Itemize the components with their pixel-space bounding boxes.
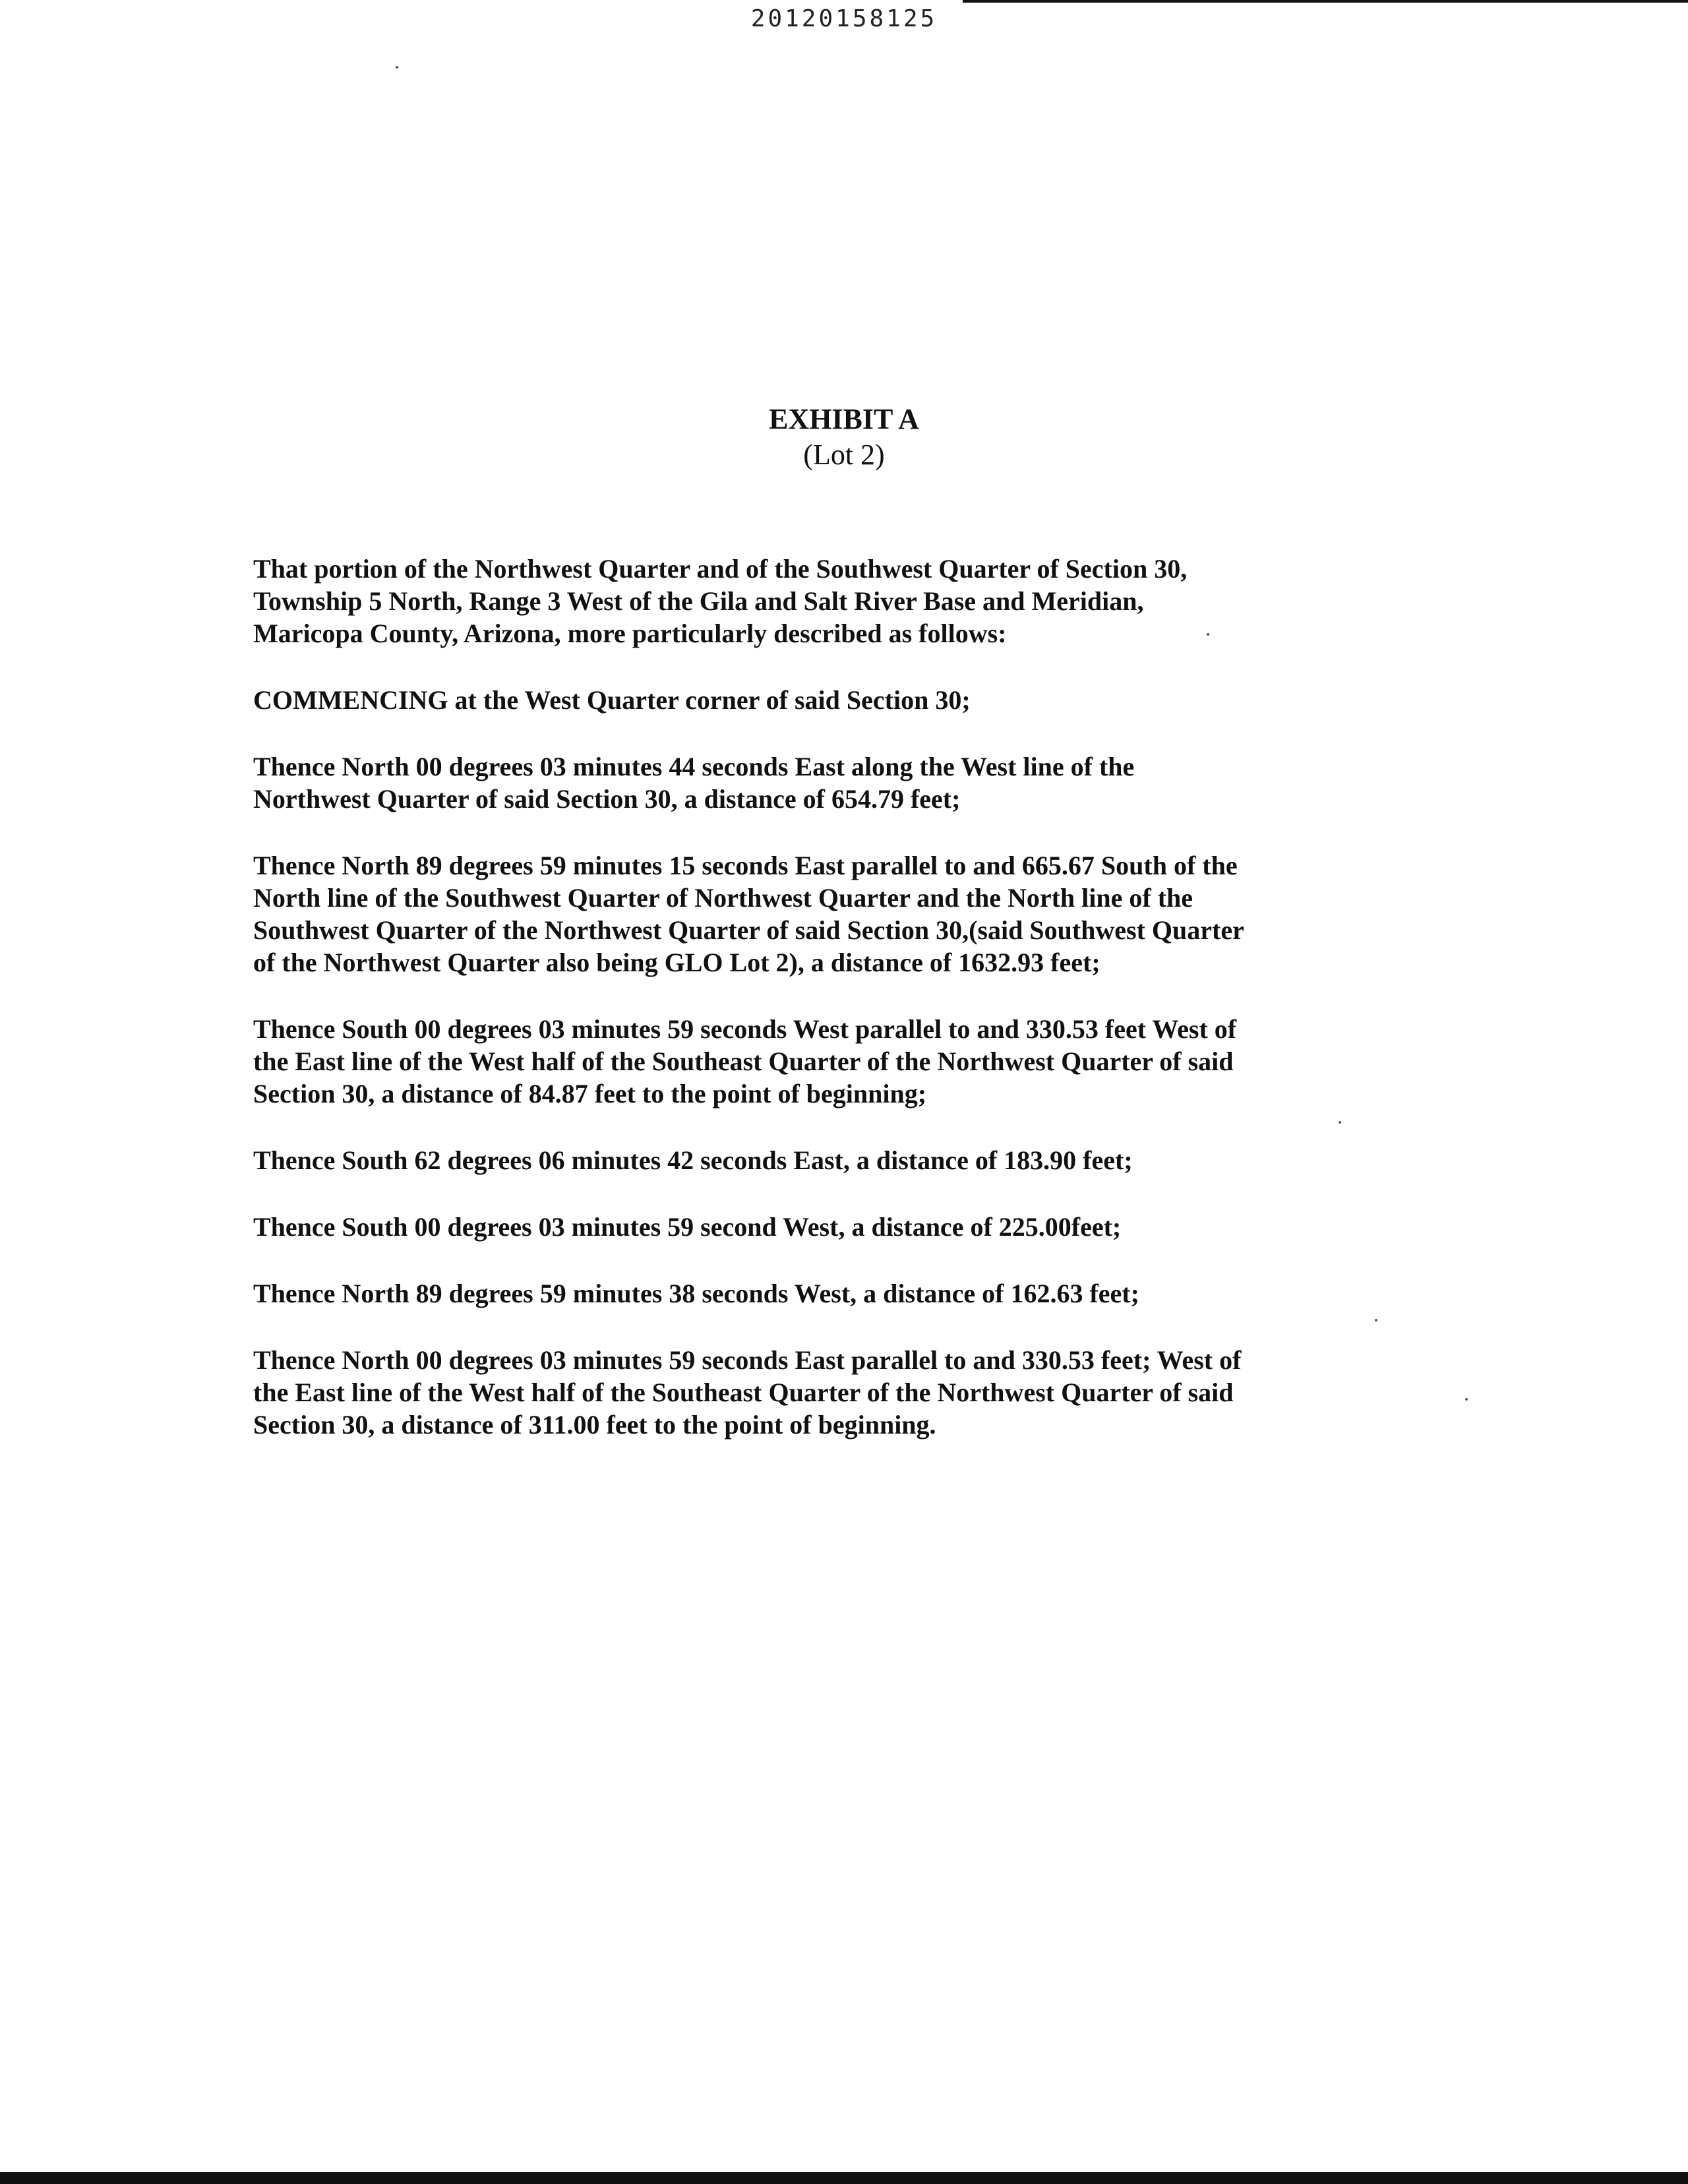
text-line: That portion of the Northwest Quarter and of the Southwest Quarter of Section 30, bbox=[253, 554, 1188, 584]
text-line: Section 30, a distance of 84.87 feet to the point of beginning; bbox=[253, 1079, 927, 1108]
legal-description bbox=[253, 553, 1466, 1475]
paragraph-commencing bbox=[253, 684, 1466, 716]
text-line: Thence North 89 degrees 59 minutes 15 seconds East parallel to and 665.67 South of the bbox=[253, 851, 1238, 880]
exhibit-subtitle: (Lot 2) bbox=[803, 439, 885, 471]
exhibit-title: EXHIBIT A bbox=[769, 403, 919, 435]
text-line: Thence North 89 degrees 59 minutes 38 seconds West, a distance of 162.63 feet; bbox=[253, 1279, 1139, 1308]
text-line: Southwest Quarter of the Northwest Quarter of said Section 30,(said Southwest Quarter bbox=[253, 915, 1244, 945]
paragraph-course-3 bbox=[253, 1013, 1466, 1110]
scan-speck bbox=[1339, 1121, 1341, 1124]
bottom-border-line bbox=[0, 2172, 1688, 2184]
text-line: the East line of the West half of the Southeast Quarter of the Northwest Quarter of said bbox=[253, 1378, 1234, 1407]
text-line: Thence North 00 degrees 03 minutes 44 seconds East along the West line of the bbox=[253, 752, 1135, 781]
paragraph-course-7 bbox=[253, 1344, 1466, 1441]
text-line: Thence North 00 degrees 03 minutes 59 seconds East parallel to and 330.53 feet; West of bbox=[253, 1345, 1242, 1375]
text-line: Maricopa County, Arizona, more particularly described as follows: bbox=[253, 619, 1007, 648]
scan-speck bbox=[1375, 1319, 1377, 1321]
paragraph-intro bbox=[253, 553, 1466, 650]
paragraph-course-1 bbox=[253, 750, 1466, 815]
paragraph-course-6 bbox=[253, 1277, 1466, 1310]
text-line: Thence South 00 degrees 03 minutes 59 second West, a distance of 225.00feet; bbox=[253, 1212, 1122, 1242]
scan-speck bbox=[1207, 633, 1209, 636]
paragraph-course-5 bbox=[253, 1211, 1466, 1243]
paragraph-course-4 bbox=[253, 1144, 1466, 1176]
text-line: Northwest Quarter of said Section 30, a distance of 654.79 feet; bbox=[253, 784, 961, 814]
text-line: the East line of the West half of the Southeast Quarter of the Northwest Quarter of said bbox=[253, 1046, 1234, 1076]
top-border-line bbox=[963, 0, 1688, 3]
text-line: Township 5 North, Range 3 West of the Gila and Salt River Base and Meridian, bbox=[253, 586, 1144, 616]
scan-speck bbox=[396, 66, 398, 69]
text-line: Thence South 00 degrees 03 minutes 59 seconds West parallel to and 330.53 feet West of bbox=[253, 1014, 1237, 1044]
text-line: Thence South 62 degrees 06 minutes 42 seconds East, a distance of 183.90 feet; bbox=[253, 1145, 1133, 1175]
text-line: North line of the Southwest Quarter of Northwest Quarter and the North line of the bbox=[253, 883, 1193, 913]
paragraph-course-2 bbox=[253, 849, 1466, 979]
text-line: Section 30, a distance of 311.00 feet to the point of beginning. bbox=[253, 1410, 936, 1440]
scan-speck bbox=[1465, 1398, 1468, 1401]
text-line: of the Northwest Quarter also being GLO Lot 2), a distance of 1632.93 feet; bbox=[253, 948, 1100, 977]
document-number: 20120158125 bbox=[750, 5, 938, 32]
text-line: COMMENCING at the West Quarter corner of said Section 30; bbox=[253, 685, 971, 715]
